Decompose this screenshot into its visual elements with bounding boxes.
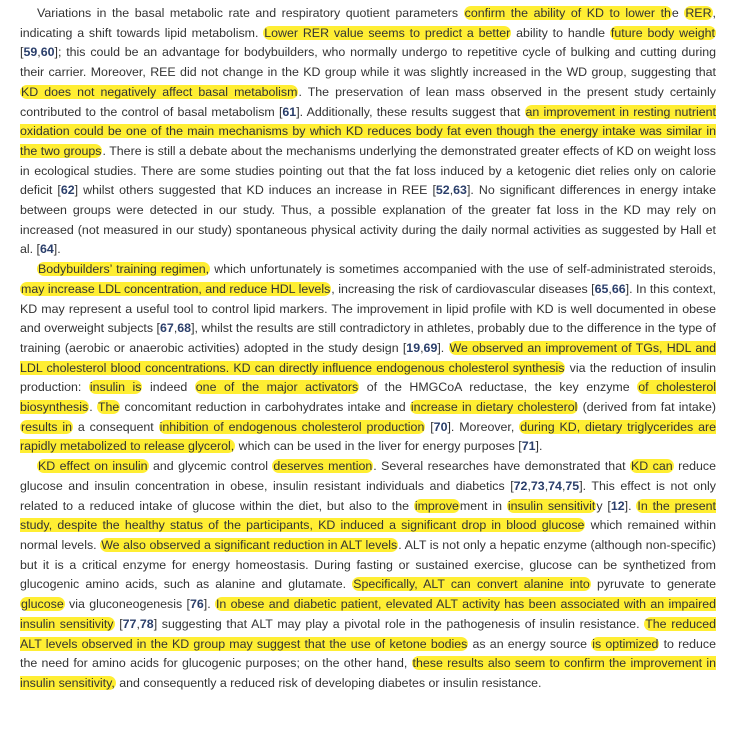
citation-link[interactable]: 60: [40, 45, 55, 60]
body-text: which can be used in the liver for energy purposes [: [235, 439, 522, 454]
highlighted-text: improve: [414, 498, 459, 513]
highlighted-text: confirm the ability of KD to lower th: [464, 6, 671, 20]
body-text: ,: [173, 321, 178, 336]
citation-link[interactable]: 65: [594, 281, 609, 296]
citation-link[interactable]: 71: [521, 439, 536, 454]
body-text: ment in: [459, 498, 507, 513]
body-text: ]. Additionally, these results suggest that: [296, 104, 525, 119]
citation-link[interactable]: 70: [433, 419, 448, 434]
body-text: via the reduction of insulin production:: [20, 360, 716, 395]
body-text: via gluconeogenesis [: [64, 597, 190, 612]
body-text: ].: [53, 242, 61, 257]
body-text: ,: [544, 478, 549, 493]
body-text: , indicating a shift towards lipid metabolism.: [20, 6, 716, 40]
highlighted-text: Specifically, ALT can convert alanine into: [353, 577, 590, 592]
body-text: ]. Moreover,: [447, 419, 520, 434]
highlighted-text: future body weight: [610, 25, 715, 40]
body-text: of the HMGCoA reductase, the key enzyme: [359, 380, 638, 395]
highlighted-text: deserves mention: [273, 459, 373, 474]
body-text: to reduce the need for amino acids for glucogenic purposes; on the other hand,: [20, 636, 716, 671]
highlighted-text: results in: [21, 419, 73, 434]
body-text: . ALT is not only a hepatic enzyme (although non-specific) but it is a critical enzyme for energy homeostasis. During fasting or sustained exercise, glucose can be synthetized from glucogenic amino acids, such as alanine and glutamate.: [20, 537, 716, 592]
body-text: and consequently a reduced risk of developing diabetes or insulin resistance.: [115, 675, 542, 690]
body-text: y [: [596, 498, 611, 513]
body-text: ].: [624, 498, 637, 513]
citation-link[interactable]: 75: [565, 478, 580, 493]
body-text: ,: [136, 616, 140, 631]
body-text: [: [114, 616, 123, 631]
highlighted-text: may increase LDL concentration, and reduce HDL levels: [21, 281, 331, 296]
body-text: ] suggesting that ALT may play a pivotal role in the pathogenesis of insulin resistance.: [153, 616, 645, 631]
body-text: . Several researches have demonstrated that: [373, 459, 630, 474]
citation-link[interactable]: 69: [423, 340, 438, 355]
body-text: and glycemic control: [148, 459, 273, 474]
body-text: (derived from fat intake): [578, 400, 716, 415]
citation-link[interactable]: 68: [177, 321, 192, 336]
paragraph-lipid-profile: [20, 260, 716, 457]
body-text: ] whilst others suggested that KD induces an increase in REE [: [74, 183, 436, 198]
body-text: ability to handle: [511, 25, 610, 40]
citation-link[interactable]: 74: [548, 478, 562, 493]
body-text: ,: [449, 183, 454, 198]
body-text: pyruvate to generate: [590, 577, 716, 592]
citation-link[interactable]: 12: [610, 498, 625, 513]
highlighted-text: In the present study, despite the healthy status of the participants, KD induced a significant drop in blood glucose: [20, 498, 716, 533]
citation-link[interactable]: 19: [406, 340, 421, 355]
body-text: which unfortunately is sometimes accompanied with the use of self-administrated steroids,: [210, 262, 716, 277]
body-text: ], whilst the results are still contradictory in athletes, probably due to the difference in the type of training (aerobic or anaerobic activities) adopted in the study design [: [20, 321, 717, 355]
body-text: [: [20, 45, 24, 60]
highlighted-text: KD does not negatively affect basal metabolism: [21, 84, 298, 99]
highlighted-text: Lower RER value seems to predict a better: [264, 25, 511, 40]
body-text: concomitant reduction in carbohydrates intake and: [120, 400, 410, 415]
body-text: a consequent: [73, 419, 159, 434]
citation-link[interactable]: 67: [160, 321, 174, 336]
highlighted-text: Bodybuilders’ training regimen,: [38, 262, 210, 277]
citation-link[interactable]: 78: [139, 616, 154, 631]
body-text: ,: [608, 281, 612, 296]
body-text: Variations in the basal metabolic rate and respiratory quotient parameters: [37, 6, 464, 20]
highlighted-text: insulin is: [89, 380, 142, 395]
highlighted-text: is optimized: [592, 636, 659, 651]
citation-link[interactable]: 63: [453, 183, 467, 198]
citation-link[interactable]: 59: [23, 45, 38, 60]
highlighted-text: of cholesterol biosynthesis: [20, 380, 716, 415]
highlighted-text: insulin sensitivit: [507, 498, 596, 513]
body-text: reduce glucose and insulin concentration in obese, insulin resistant individuals and diabetics [: [20, 459, 716, 493]
citation-link[interactable]: 64: [39, 242, 54, 257]
highlighted-text: these results also seem to confirm the improvement in insulin sensitivity,: [20, 656, 716, 690]
highlighted-text: glucose: [21, 597, 64, 612]
highlighted-text: We observed an improvement of TGs, HDL and LDL cholesterol blood concentrations. KD can directly influence endogenous cholesterol synthesis: [20, 340, 716, 375]
citation-link[interactable]: 66: [611, 281, 626, 296]
body-text: which remained within normal levels.: [20, 518, 717, 552]
highlighted-text: increase in dietary cholesterol: [410, 400, 578, 415]
body-text: e: [671, 6, 685, 20]
body-text: ]. This effect is not only related to a reduced intake of glucose within the diet, but also to the: [20, 478, 716, 513]
body-text: ].: [437, 340, 449, 355]
citation-link[interactable]: 52: [435, 183, 450, 198]
body-text: ].: [535, 439, 543, 454]
citation-link[interactable]: 62: [60, 183, 75, 198]
body-text: ]. No significant differences in energy intake between groups were detected in our study. Thus, a possible explanation of the greater fat loss in the KD may rely on increased (not measured in our study) spontaneous physical activity during the daily normal activities as suggested by Hall et al. [: [20, 183, 716, 257]
citation-link[interactable]: 61: [282, 104, 297, 119]
paragraph-basal-metabolism: [20, 4, 716, 260]
highlighted-text: during KD, dietary triglycerides are rapidly metabolized to release glycerol,: [20, 419, 716, 454]
body-text: indeed: [142, 380, 195, 395]
body-text: , increasing the risk of cardiovascular diseases [: [331, 281, 595, 296]
highlighted-text: The reduced ALT levels observed in the KD group may suggest that the use of ketone bodies: [20, 616, 717, 651]
citation-link[interactable]: 76: [189, 597, 204, 612]
body-text: ,: [420, 340, 424, 355]
body-text: ,: [527, 478, 531, 493]
highlighted-text: one of the major activators: [195, 380, 359, 395]
paragraph-insulin-glycemic: [20, 457, 716, 693]
body-text: .: [89, 400, 97, 415]
highlighted-text: KD effect on insulin: [38, 459, 148, 474]
highlighted-text: RER: [685, 6, 712, 20]
body-text: . The preservation of lean mass observed in the present study certainly contributed to the control of basal metabolism [: [20, 84, 716, 119]
highlighted-text: We also observed a significant reduction in ALT levels: [101, 537, 398, 552]
body-text: . There is still a debate about the mechanisms underlying the demonstrated greater effects of KD on weight loss in ecological studies. There are some studies pointing out that the fat loss induced by a ketogenic diet relies only on calorie deficit [: [20, 143, 716, 198]
body-text: ]. In this context, KD may represent a useful tool to control lipid markers. The improvement in lipid profile with KD is well documented in obese and overweight subjects [: [20, 281, 717, 336]
highlighted-text: In obese and diabetic patient, elevated ALT activity has been associated with an impaired insulin sensitivity: [20, 597, 716, 631]
body-text: ]; this could be an advantage for bodybuilders, who normally undergo to repetitive cycle of bulking and cutting during their carrier. Moreover, REE did not change in the KD group while it was slightly increased in the WD group, suggesting that: [20, 45, 716, 80]
citation-link[interactable]: 72: [513, 478, 528, 493]
highlighted-text: an improvement in resting nutrient oxidation could be one of the main mechanisms by which KD reduces body fat even though the energy intake was similar in the two groups: [20, 104, 716, 158]
highlighted-text: KD can: [630, 459, 673, 474]
citation-link[interactable]: 77: [122, 616, 137, 631]
body-text: ,: [561, 478, 566, 493]
citation-link[interactable]: 73: [530, 478, 545, 493]
highlighted-text: The: [97, 400, 120, 415]
body-text: as an energy source: [468, 636, 592, 651]
body-text: ,: [37, 45, 41, 60]
body-text: ].: [203, 597, 215, 612]
highlighted-text: inhibition of endogenous cholesterol production: [159, 419, 425, 434]
body-text: [: [425, 419, 434, 434]
